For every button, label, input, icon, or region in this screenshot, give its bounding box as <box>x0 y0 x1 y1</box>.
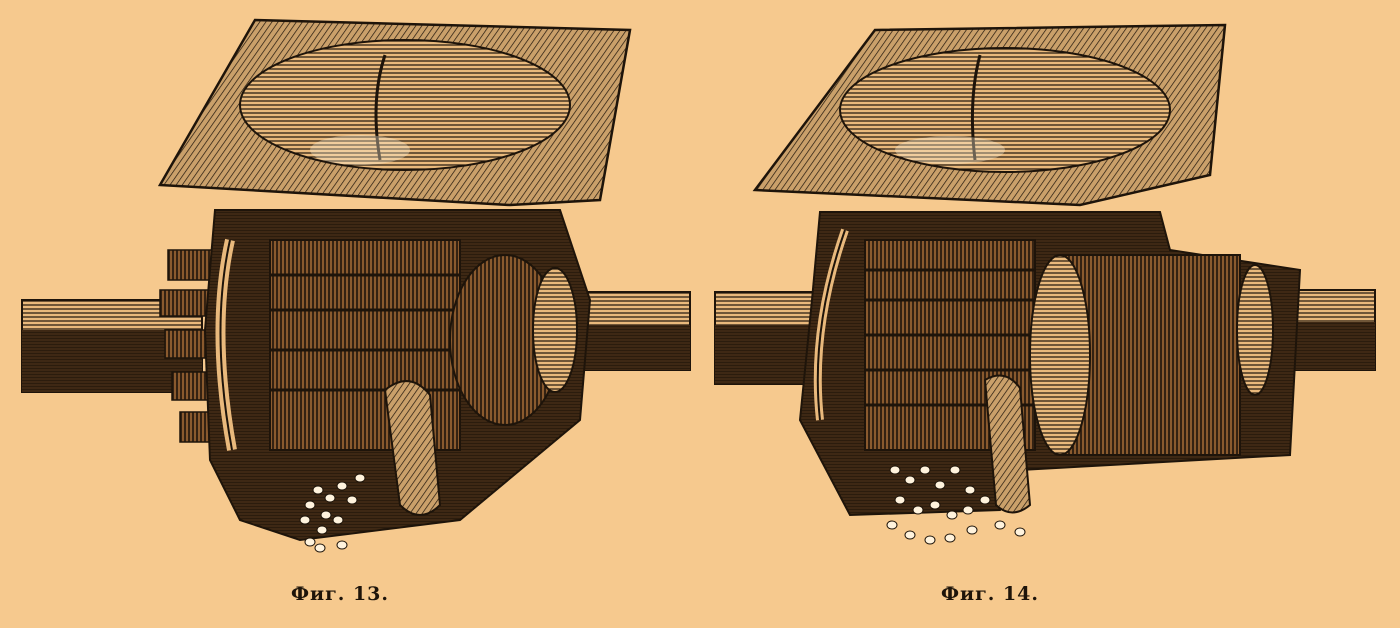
grain-mill-engraving-closed-icon <box>700 0 1400 560</box>
figure-14-caption: Фиг. 14. <box>940 583 1040 605</box>
figure-14 <box>700 0 1400 628</box>
figure-13-caption: Фиг. 13. <box>290 583 390 605</box>
grain-mill-engraving-open-icon <box>0 0 700 560</box>
